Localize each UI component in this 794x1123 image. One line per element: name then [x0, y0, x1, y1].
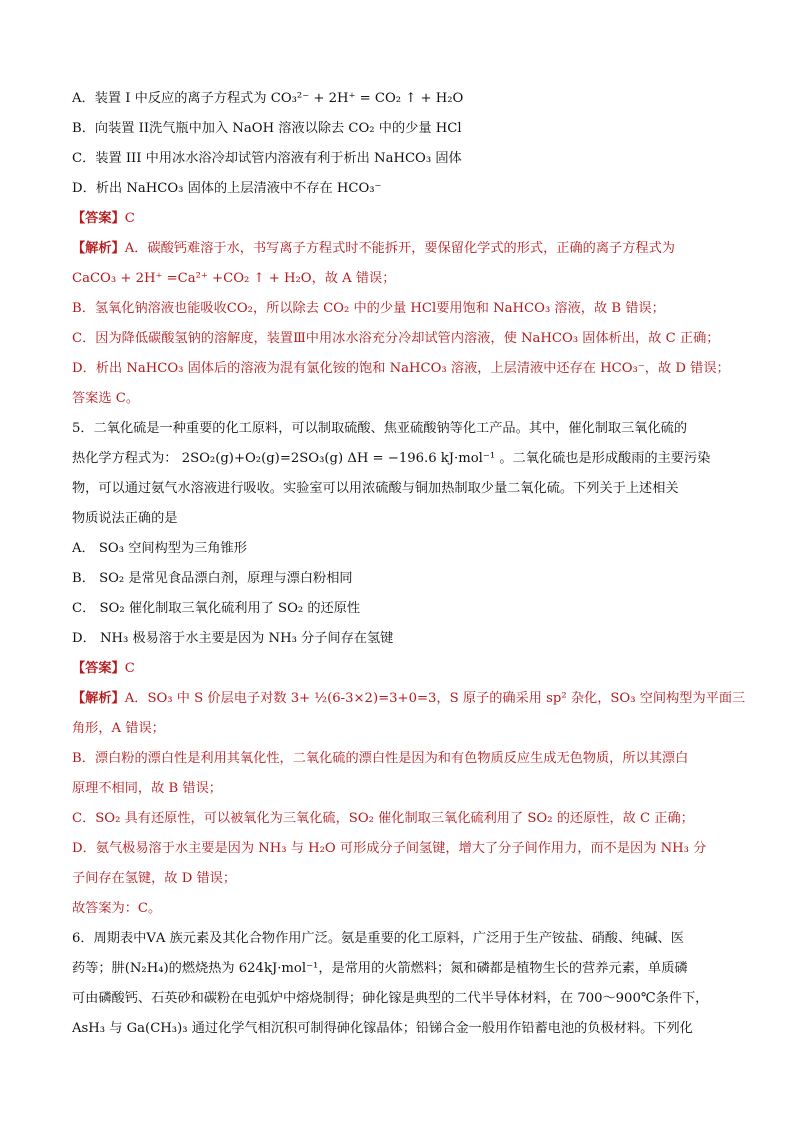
q5-answer-value: C: [124, 661, 135, 676]
q5-option-b: B． SO₂ 是常见食品漂白剂，原理与漂白粉相同: [72, 571, 353, 586]
q5-analysis-text: A．SO₃ 中 S 价层电子对数 3+ ½(6-3×2)=3+0=3，S 原子的确采用 sp² 杂化，SO₃ 空间构型为平面三: [124, 691, 746, 706]
q6-stem-line-1: 6．周期表中ⅤA 族元素及其化合物作用广泛。氨是重要的化工原料，广泛用于生产铵盐、硝酸、纯碱、医: [72, 931, 684, 946]
q5-stem-line-2: 热化学方程式为： 2SO₂(g)+O₂(g)=2SO₃(g) ΔH = −196.6 kJ·mol⁻¹ 。二氧化硫也是形成酸雨的主要污染: [72, 451, 711, 466]
q4-option-c: C．装置 III 中用冰水浴冷却试管内溶液有利于析出 NaHCO₃ 固体: [72, 151, 462, 166]
q4-analysis-line-4: C．因为降低碳酸氢钠的溶解度，装置Ⅲ中用冰水浴充分冷却试管内溶液，使 NaHCO₃ 固体析出，故 C 正确；: [72, 331, 720, 346]
q4-analysis-line-1: [72, 240, 722, 258]
q4-analysis-line-6: 答案选 C。: [72, 391, 140, 406]
q5-analysis-line-5: C．SO₂ 具有还原性，可以被氧化为三氧化硫，SO₂ 催化制取三氧化硫利用了 SO₂ 的还原性，故 C 正确；: [72, 811, 694, 826]
q4-analysis-text: A．碳酸钙难溶于水，书写离子方程式时不能拆开，要保留化学式的形式，正确的离子方程式为: [124, 241, 675, 256]
q4-option-b: B．向装置 II洗气瓶中加入 NaOH 溶液以除去 CO₂ 中的少量 HCl: [72, 121, 462, 136]
q4-analysis-line-2: CaCO₃ + 2H⁺ =Ca²⁺ +CO₂ ↑ + H₂O，故 A 错误；: [72, 271, 396, 286]
q6-stem-line-2: 药等；肼(N₂H₄)的燃烧热为 624kJ·mol⁻¹，是常用的火箭燃料；氮和磷都是植物生长的营养元素，单质磷: [72, 961, 688, 976]
q5-stem-line-4: 物质说法正确的是: [72, 511, 178, 526]
q5-analysis-label: 【解析】: [72, 691, 125, 706]
q4-analysis-line-3: B．氢氧化钠溶液也能吸收CO₂，所以除去 CO₂ 中的少量 HCl要用饱和 NaHCO₃ 溶液，故 B 错误；: [72, 301, 665, 316]
q6-stem-line-4: AsH₃ 与 Ga(CH₃)₃ 通过化学气相沉积可制得砷化镓晶体；铅锑合金一般用作铅蓄电池的负极材料。下列化: [72, 1021, 693, 1036]
document-page: [72, 90, 746, 1038]
q4-option-a: A．装置 I 中反应的离子方程式为 CO₃²⁻ + 2H⁺ = CO₂ ↑ + H₂O: [72, 91, 464, 106]
q5-stem-line-1: 5．二氧化硫是一种重要的化工原料，可以制取硫酸、焦亚硫酸钠等化工产品。其中，催化制取三氧化硫的: [72, 421, 688, 436]
q4-analysis-label: 【解析】: [72, 241, 125, 256]
q4-answer: [72, 210, 722, 228]
q4-answer-value: C: [124, 211, 135, 226]
q5-answer-label: 【答案】: [72, 661, 125, 676]
q5-conclusion: 故答案为：C。: [72, 901, 162, 916]
q6-stem-line-3: 可由磷酸钙、石英砂和碳粉在电弧炉中熔烧制得；砷化镓是典型的二代半导体材料，在 700～900℃条件下，: [72, 991, 709, 1006]
q5-stem-line-3: 物，可以通过氨气水溶液进行吸收。实验室可以用浓硫酸与铜加热制取少量二氧化硫。下列关于上述相关: [72, 481, 679, 496]
q5-analysis-line-7: 子间存在氢键，故 D 错误；: [72, 871, 237, 886]
q5-option-a: A． SO₃ 空间构型为三角锥形: [72, 541, 247, 556]
q4-answer-label: 【答案】: [72, 211, 125, 226]
q5-analysis-line-4: 原理不相同，故 B 错误；: [72, 781, 222, 796]
q5-analysis-line-3: B．漂白粉的漂白性是利用其氧化性，二氧化硫的漂白性是因为和有色物质反应生成无色物质，所以其漂白: [72, 751, 689, 766]
q4-analysis-line-5: D．析出 NaHCO₃ 固体后的溶液为混有氯化铵的饱和 NaHCO₃ 溶液，上层清液中还存在 HCO₃⁻，故 D 错误；: [72, 361, 730, 376]
q5-option-d: D． NH₃ 极易溶于水主要是因为 NH₃ 分子间存在氢键: [72, 631, 394, 646]
q5-analysis-line-2: 角形，A 错误；: [72, 721, 165, 736]
q5-option-c: C． SO₂ 催化制取三氧化硫利用了 SO₂ 的还原性: [72, 601, 361, 616]
q5-answer: [72, 660, 722, 678]
q4-option-d: D．析出 NaHCO₃ 固体的上层清液中不存在 HCO₃⁻: [72, 181, 382, 196]
q5-analysis-line-1: [72, 690, 746, 708]
q5-analysis-line-6: D．氨气极易溶于水主要是因为 NH₃ 与 H₂O 可形成分子间氢键，增大了分子间作用力，而不是因为 NH₃ 分: [72, 841, 707, 856]
